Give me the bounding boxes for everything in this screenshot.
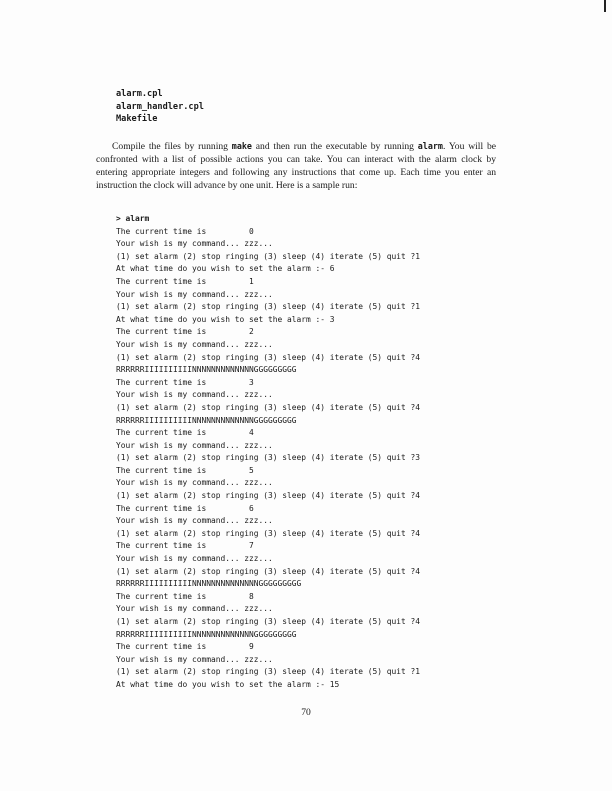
transcript-line: At what time do you wish to set the alarm :- 6 xyxy=(116,264,335,274)
alarm-command: alarm xyxy=(417,141,443,151)
transcript-line: (1) set alarm (2) stop ringing (3) sleep (4) iterate (5) quit ?4 xyxy=(116,352,421,362)
page-edge-mark xyxy=(604,0,606,12)
paragraph-text: and then run the executable by running xyxy=(251,141,418,152)
page-number: 70 xyxy=(301,707,311,718)
transcript-line: (1) set alarm (2) stop ringing (3) sleep (4) iterate (5) quit ?1 xyxy=(116,302,421,312)
transcript-line: (1) set alarm (2) stop ringing (3) sleep (4) iterate (5) quit ?1 xyxy=(116,251,421,261)
make-command: make xyxy=(231,141,252,151)
transcript-line: The current time is 4 xyxy=(116,428,254,438)
file-list xyxy=(116,88,204,126)
transcript-line: (1) set alarm (2) stop ringing (3) sleep (4) iterate (5) quit ?4 xyxy=(116,617,421,626)
transcript-line: At what time do you wish to set the alarm :- 3 xyxy=(116,314,335,324)
paragraph-text: Compile the files by running xyxy=(112,141,232,152)
transcript-line: The current time is 7 xyxy=(116,541,254,551)
paragraph-text: . You will be confronted with a list of possible actions you can take. You can interact with the alarm clock by entering appropriate integers and following any instructions that come up. Each time you enter an instruction the clock will advance by one unit. Here is a sample run: xyxy=(96,141,496,191)
transcript-line: RRRRRRIIIIIIIIIINNNNNNNNNNNNNGGGGGGGGG xyxy=(116,629,297,639)
transcript-line: Your wish is my command... zzz... xyxy=(116,554,273,564)
transcript-line: > alarm xyxy=(116,214,150,223)
transcript-line: Your wish is my command... zzz... xyxy=(116,289,273,299)
transcript-line: (1) set alarm (2) stop ringing (3) sleep (4) iterate (5) quit ?4 xyxy=(116,491,421,501)
transcript-line: The current time is 6 xyxy=(116,503,254,513)
file-name: alarm_handler.cpl xyxy=(116,101,204,112)
sample-run-transcript xyxy=(116,213,420,692)
file-name: Makefile xyxy=(116,114,158,125)
transcript-line: The current time is 5 xyxy=(116,465,254,475)
transcript-line: (1) set alarm (2) stop ringing (3) sleep (4) iterate (5) quit ?4 xyxy=(116,528,421,538)
transcript-line: (1) set alarm (2) stop ringing (3) sleep (4) iterate (5) quit ?4 xyxy=(116,566,421,576)
transcript-line: Your wish is my command... zzz... xyxy=(116,339,273,349)
transcript-line: The current time is 9 xyxy=(116,642,254,652)
transcript-line: The current time is 2 xyxy=(116,327,254,337)
transcript-line: Your wish is my command... zzz... xyxy=(116,239,273,249)
transcript-line: The current time is 8 xyxy=(116,591,254,601)
transcript-line: Your wish is my command... zzz... xyxy=(116,654,273,664)
transcript-line: RRRRRRIIIIIIIIIINNNNNNNNNNNNNGGGGGGGGG xyxy=(116,415,297,425)
transcript-line: The current time is 3 xyxy=(116,377,254,387)
transcript-line: The current time is 1 xyxy=(116,276,254,286)
transcript-line: Your wish is my command... zzz... xyxy=(116,516,273,526)
file-name: alarm.cpl xyxy=(116,89,163,99)
transcript-line: (1) set alarm (2) stop ringing (3) sleep (4) iterate (5) quit ?3 xyxy=(116,453,421,463)
transcript-line: (1) set alarm (2) stop ringing (3) sleep (4) iterate (5) quit ?1 xyxy=(116,667,421,677)
transcript-line: The current time is 0 xyxy=(116,226,254,236)
instructions-paragraph xyxy=(96,140,496,193)
transcript-line: (1) set alarm (2) stop ringing (3) sleep (4) iterate (5) quit ?4 xyxy=(116,402,421,412)
transcript-line: RRRRRRIIIIIIIIIINNNNNNNNNNNNNNGGGGGGGGG xyxy=(116,579,302,589)
transcript-line: Your wish is my command... zzz... xyxy=(116,604,273,614)
transcript-line: Your wish is my command... zzz... xyxy=(116,440,273,450)
transcript-line: Your wish is my command... zzz... xyxy=(116,390,273,400)
transcript-line: Your wish is my command... zzz... xyxy=(116,478,273,488)
transcript-line: At what time do you wish to set the alarm :- 15 xyxy=(116,679,340,689)
transcript-line: RRRRRRIIIIIIIIIINNNNNNNNNNNNNGGGGGGGGG xyxy=(116,365,297,375)
